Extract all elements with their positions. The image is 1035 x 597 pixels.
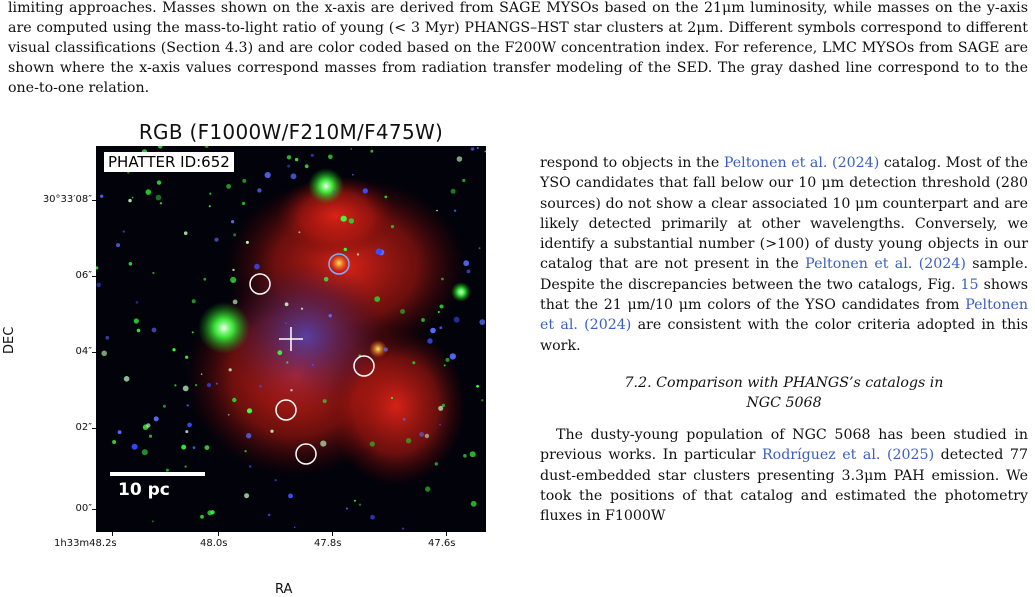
body-text [540, 153, 1028, 526]
figure-caption [8, 0, 1028, 98]
y-tick-label: 00″ [75, 503, 92, 514]
y-tick-label: 06″ [75, 270, 92, 281]
citation-link[interactable]: Peltonen et al. (2024) [723, 155, 880, 171]
section-heading: 7.2. Comparison with PHANGS’s catalogs in NGC 5068 [624, 374, 944, 411]
x-tick-label: 48.0s [200, 538, 228, 549]
citation-link[interactable]: Rodríguez et al. (2025) [761, 447, 935, 464]
rgb-figure [0, 118, 500, 596]
y-tick-label: 04″ [75, 346, 92, 357]
y-tick-label: 30°33′08″ [42, 194, 92, 205]
citation-link[interactable]: Peltonen et al. (2024) [805, 256, 966, 273]
figure-title: RGB (F1000W/F210M/F475W) [138, 120, 444, 144]
y-tick-label: 02″ [75, 422, 92, 433]
citation-link[interactable]: Peltonen et al. (2024) [540, 297, 1028, 334]
caption-text: limiting approaches. Masses shown on the x-axis are derived from SAGE MYSOs based on the 21μm luminosity, while masses on the y-axis are computed using the mass-to-light ratio of young (< 3 Myr) PHANGS–HST star clusters at 2μm. Different symbols correspond to different visual classifications (Section 4.3) and are color coded based on the F200W concentration index. For reference, LMC MYSOs from SAGE are shown where the x-axis values correspond masses from radiation transfer modeling of the SED. The gray dashed line correspond to to the one-to-one relation. [8, 0, 1028, 96]
x-tick-label: 47.8s [314, 538, 342, 549]
x-tick-label: 1h33m48.2s [54, 538, 117, 549]
x-axis-label: RA [275, 582, 293, 597]
rgb-image-panel [96, 146, 486, 532]
scale-bar [110, 472, 205, 476]
phatter-id-label: PHATTER ID:652 [104, 152, 234, 172]
x-tick-label: 47.6s [428, 538, 456, 549]
paragraph: respond to objects in the Peltonen et al. (2024) catalog. Most of the YSO candidates that fall below our 10 μm detection threshold (280 sources) do not show a clear associated 10 μm counterpart and are likely detected primarily at other wavelengths. Conversely, we identify a substantial number (>100) of dusty young objects in our catalog that are not present in the Peltonen et al. (2024) sample. Despite the discrepancies between the two catalogs, Fig. 15 shows that the 21 μm/10 μm colors of the YSO candidates from Peltonen et al. (2024) are consistent with the color criteria adopted in this work. [540, 155, 1028, 354]
scale-bar-label: 10 pc [118, 480, 170, 500]
figure-link[interactable]: 15 [960, 276, 979, 293]
y-axis-label: DEC [2, 326, 17, 354]
paragraph: The dusty-young population of NGC 5068 has been studied in previous works. In particular Rodríguez et al. (2025) detected 77 dust-embedded star clusters presenting 3.3μm PAH emission. We took the positions of that catalog and estimated the photometry fluxes in F1000W [540, 426, 1028, 525]
